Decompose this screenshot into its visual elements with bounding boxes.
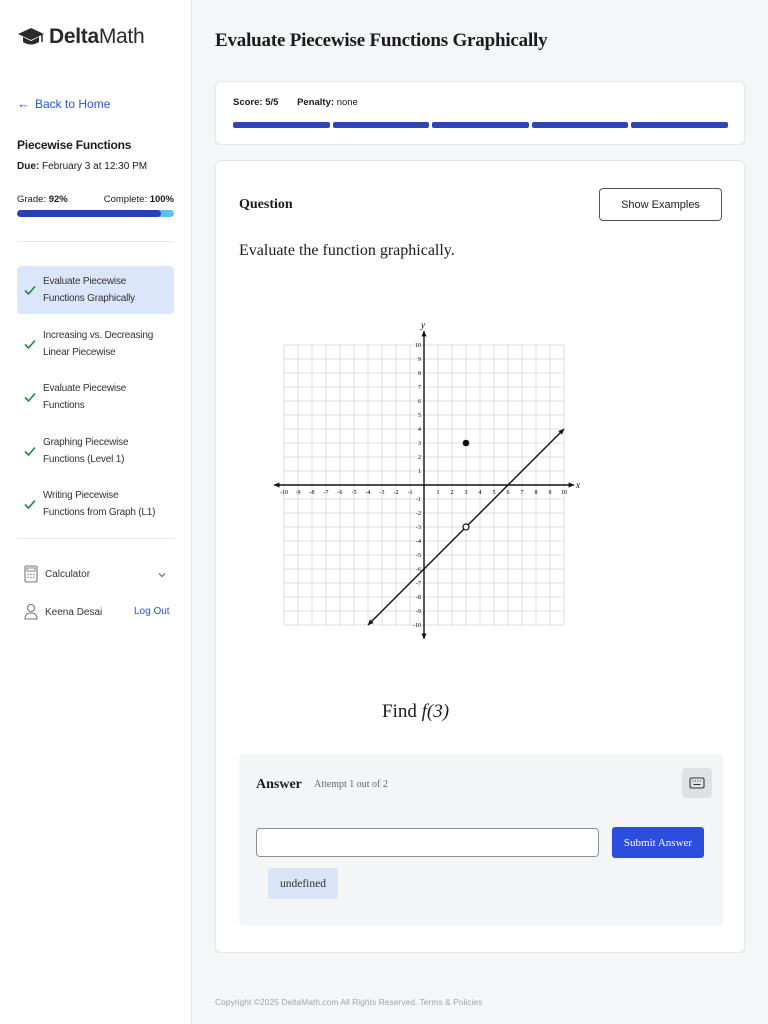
user-profile (24, 603, 102, 621)
y-tick-label: -4 (416, 539, 421, 545)
y-tick-label: -7 (416, 581, 421, 587)
y-tick-label: -2 (416, 511, 421, 517)
question-text: Evaluate the function graphically. (239, 242, 455, 259)
y-tick-label: 6 (418, 399, 421, 405)
assignment-title: Piecewise Functions (17, 138, 132, 152)
answer-input[interactable] (256, 828, 599, 857)
x-tick-label: 10 (561, 490, 567, 496)
user-icon (24, 603, 38, 621)
x-tick-label: -3 (379, 490, 385, 496)
score-segment (631, 122, 728, 128)
skill-item[interactable] (17, 427, 174, 475)
y-tick-label: -9 (416, 609, 421, 615)
y-axis-label: y (421, 320, 425, 330)
skill-label: Graphing Piecewise Functions (Level 1) (43, 436, 129, 465)
grade-progress-fill (17, 210, 161, 217)
y-axis-arrow (421, 634, 426, 639)
skill-label: Increasing vs. Decreasing Linear Piecewise (43, 329, 154, 358)
checkmark-icon (23, 497, 37, 511)
skill-item[interactable] (17, 266, 174, 314)
checkmark-icon (23, 337, 37, 351)
logout-link[interactable]: Log Out (134, 606, 170, 617)
y-tick-label: -6 (416, 567, 421, 573)
y-tick-label: 8 (418, 371, 421, 377)
keyboard-toggle-button[interactable] (682, 768, 712, 798)
page-title: Evaluate Piecewise Functions Graphically (215, 30, 548, 51)
due-date: Due: February 3 at 12:30 PM (17, 161, 148, 172)
score-segment (432, 122, 529, 128)
y-tick-label: 4 (418, 427, 421, 433)
sidebar (0, 0, 192, 1024)
x-tick-label: -9 (295, 490, 301, 496)
chevron-down-icon[interactable] (157, 570, 167, 580)
checkmark-icon (23, 283, 37, 297)
score-card (215, 81, 745, 145)
x-tick-label: 8 (534, 490, 538, 496)
checkmark-icon (23, 390, 37, 404)
y-tick-label: 10 (415, 343, 421, 349)
closed-point (463, 440, 470, 447)
checkmark-icon (23, 444, 37, 458)
copyright-footer: Copyright ©2025 DeltaMath.com All Rights Reserved. Terms & Policies (215, 997, 483, 1007)
x-tick-label: -8 (309, 490, 315, 496)
y-tick-label: -3 (416, 525, 421, 531)
score-progress-bar (233, 122, 728, 128)
x-tick-label: 6 (506, 490, 510, 496)
question-heading: Question (239, 197, 293, 212)
skill-list (17, 266, 174, 534)
y-tick-label: 7 (418, 385, 421, 391)
skill-label: Evaluate Piecewise Functions (43, 383, 127, 411)
attempt-counter: Attempt 1 out of 2 (314, 779, 388, 790)
x-tick-label: 1 (436, 490, 440, 496)
x-tick-label: 9 (548, 490, 552, 496)
y-tick-label: -1 (416, 497, 421, 503)
calculator-toggle[interactable] (24, 565, 90, 583)
question-card (215, 160, 745, 953)
skill-item[interactable] (17, 320, 174, 368)
y-tick-label: -10 (413, 623, 421, 629)
x-tick-label: -6 (337, 490, 343, 496)
keyboard-icon (689, 777, 705, 789)
divider (17, 538, 174, 539)
y-tick-label: 1 (418, 469, 421, 475)
y-axis-arrow (421, 331, 426, 336)
x-tick-label: 2 (450, 490, 454, 496)
skill-label: Evaluate Piecewise Functions Graphically (43, 276, 135, 304)
score-segment (532, 122, 629, 128)
grade-text: Grade: 92% (17, 194, 68, 205)
x-axis-label: x (576, 480, 580, 490)
show-examples-button[interactable]: Show Examples (599, 188, 722, 221)
answer-panel (239, 754, 723, 926)
find-prompt: Find f(3) (382, 701, 450, 722)
x-tick-label: -10 (280, 490, 288, 496)
logo-text: DeltaMath (49, 25, 145, 48)
x-tick-label: 3 (464, 490, 468, 496)
x-tick-label: -2 (393, 490, 399, 496)
x-tick-label: -5 (351, 490, 357, 496)
x-tick-label: -7 (323, 490, 329, 496)
graduation-cap-icon (17, 26, 45, 48)
grade-progress-bar (17, 210, 174, 217)
back-label: Back to Home (35, 96, 111, 111)
skill-item[interactable] (17, 373, 174, 421)
divider (17, 241, 174, 242)
x-tick-label: 4 (478, 490, 482, 496)
submit-answer-button[interactable]: Submit Answer (612, 827, 704, 858)
answer-heading: Answer (256, 777, 302, 792)
undefined-chip-button[interactable]: undefined (268, 868, 338, 899)
grade-row (17, 194, 174, 205)
complete-text: Complete: 100% (103, 194, 174, 205)
x-tick-label: -4 (365, 490, 371, 496)
coordinate-graph (266, 287, 586, 667)
deltamath-logo[interactable] (17, 25, 144, 49)
y-tick-label: 2 (418, 455, 421, 461)
skill-item[interactable] (17, 480, 174, 528)
x-axis-arrow (274, 482, 279, 487)
calculator-icon (24, 565, 38, 583)
score-segment (233, 122, 330, 128)
y-tick-label: 9 (418, 357, 421, 363)
skill-label: Writing Piecewise Functions from Graph (L1) (43, 490, 156, 518)
y-tick-label: 5 (418, 413, 421, 419)
y-tick-label: -8 (416, 595, 421, 601)
arrow-left-icon: ← (17, 96, 30, 111)
score-line: Score: 5/5 Penalty: none (233, 97, 358, 108)
y-tick-label: 3 (418, 441, 421, 447)
x-tick-label: 5 (492, 490, 496, 496)
open-point (463, 524, 469, 530)
x-axis-arrow (569, 482, 574, 487)
x-tick-label: -1 (407, 490, 413, 496)
y-tick-label: -5 (416, 553, 421, 559)
x-tick-label: 7 (520, 490, 524, 496)
back-to-home-link[interactable] (17, 96, 110, 111)
user-name: Keena Desai (45, 606, 103, 618)
score-segment (333, 122, 430, 128)
calculator-label: Calculator (45, 568, 91, 580)
